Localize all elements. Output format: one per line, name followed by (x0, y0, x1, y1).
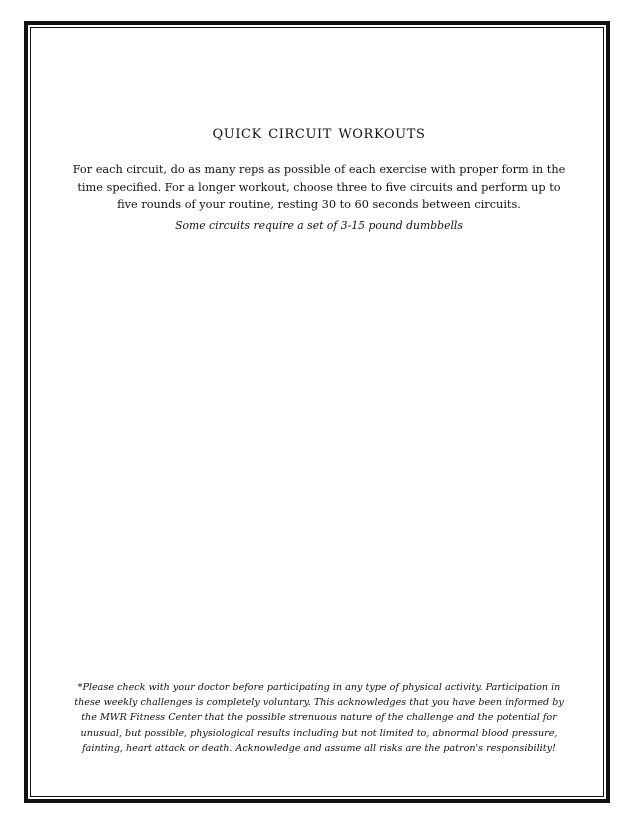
intro-paragraph: For each circuit, do as many reps as possible of each exercise with proper form in the time specified. For a longer workout, choose three to five circuits and perform up to five rounds of your routine, resting 30 to 60 seconds between circuits. (72, 163, 566, 211)
disclaimer-paragraph: *Please check with your doctor before participating in any type of physical activity. Participation in these weekly challenges is completely voluntary. This acknowledges that you have been informed by the MWR Fitness Center that the possible strenuous nature of the challenge and the potential for unusual, but possible, physiological results including but not limited to, abnormal blood pressure, fainting, heart attack or death. Acknowledge and assume all risks are the patron's responsibility! (74, 682, 564, 754)
page-title: quick circuit workouts (212, 122, 426, 143)
equipment-note: Some circuits require a set of 3-15 pound dumbbells (175, 219, 463, 232)
